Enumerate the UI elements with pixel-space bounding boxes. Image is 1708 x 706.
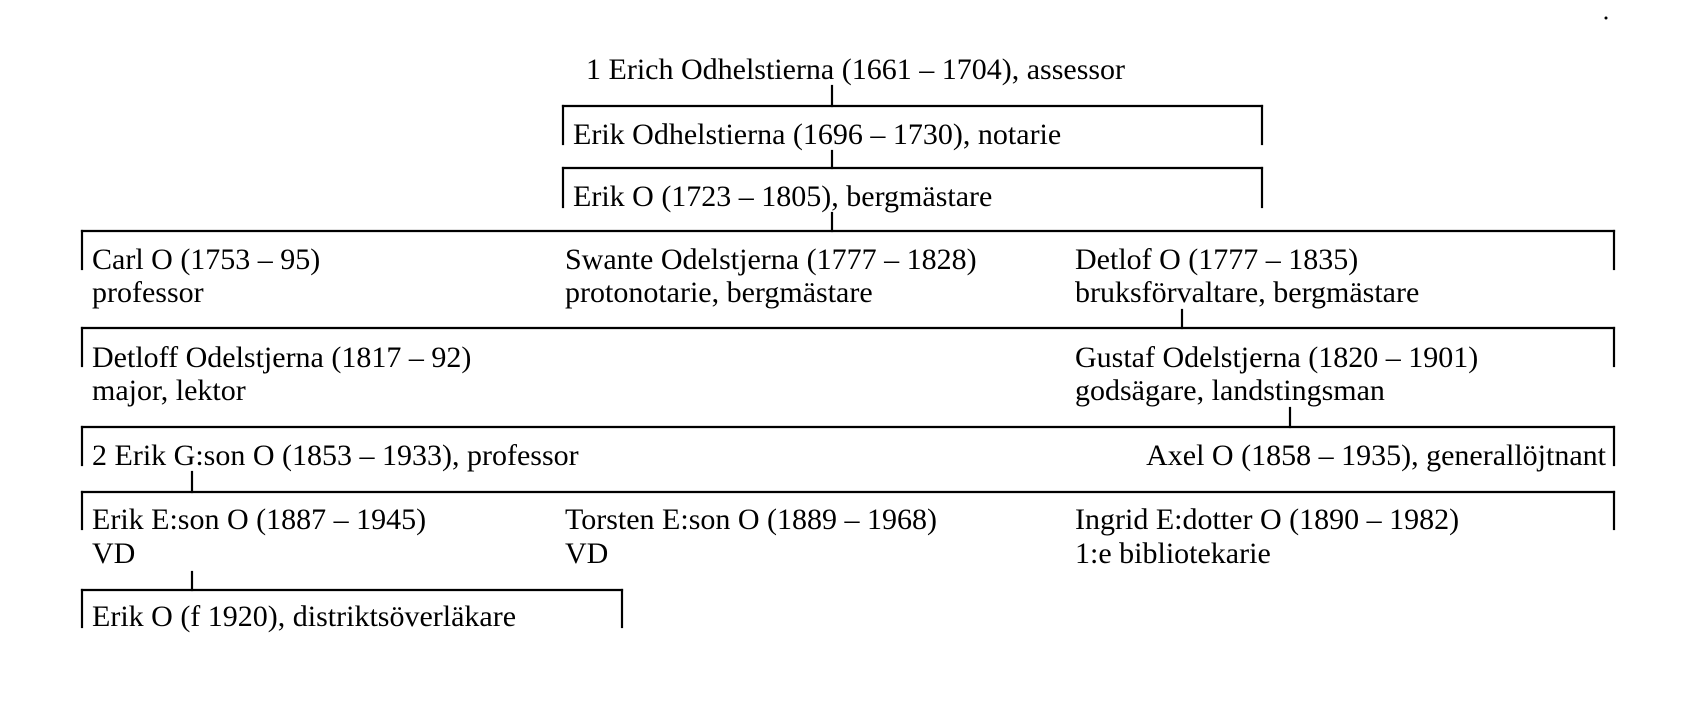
person-detlof-title: bruksförvaltare, bergmästare bbox=[1075, 276, 1420, 309]
person-erich-odhelstierna: 1 Erich Odhelstierna (1661 – 1704), assessor bbox=[586, 53, 1126, 86]
person-axel-o: Axel O (1858 – 1935), generallöjtnant bbox=[1146, 439, 1606, 472]
person-gustaf-title: godsägare, landstingsman bbox=[1075, 374, 1385, 407]
person-erik-o-1723: Erik O (1723 – 1805), bergmästare bbox=[573, 180, 993, 213]
person-erik-gson: 2 Erik G:son O (1853 – 1933), professor bbox=[92, 439, 579, 472]
person-labels bbox=[92, 53, 1607, 633]
person-ingrid-name: Ingrid E:dotter O (1890 – 1982) bbox=[1075, 503, 1460, 536]
person-torsten-title: VD bbox=[565, 537, 609, 570]
person-carl-o-name: Carl O (1753 – 95) bbox=[92, 243, 321, 276]
person-erik-o-1920: Erik O (f 1920), distriktsöverläkare bbox=[92, 600, 517, 633]
person-carl-o-title: professor bbox=[92, 276, 204, 309]
person-gustaf-name: Gustaf Odelstjerna (1820 – 1901) bbox=[1075, 341, 1479, 374]
person-torsten-name: Torsten E:son O (1889 – 1968) bbox=[565, 503, 938, 536]
person-erik-odhelstierna: Erik Odhelstierna (1696 – 1730), notarie bbox=[573, 118, 1062, 151]
scan-dot bbox=[1605, 17, 1608, 20]
person-swante-name: Swante Odelstjerna (1777 – 1828) bbox=[565, 243, 977, 276]
person-erik-eson-title: VD bbox=[92, 537, 136, 570]
person-detlof-name: Detlof O (1777 – 1835) bbox=[1075, 243, 1359, 276]
person-erik-eson-name: Erik E:son O (1887 – 1945) bbox=[92, 503, 427, 536]
person-detloff-name: Detloff Odelstjerna (1817 – 92) bbox=[92, 341, 472, 374]
person-ingrid-title: 1:e bibliotekarie bbox=[1075, 537, 1271, 570]
person-swante-title: protonotarie, bergmästare bbox=[565, 276, 873, 309]
person-detloff-title: major, lektor bbox=[92, 374, 246, 407]
